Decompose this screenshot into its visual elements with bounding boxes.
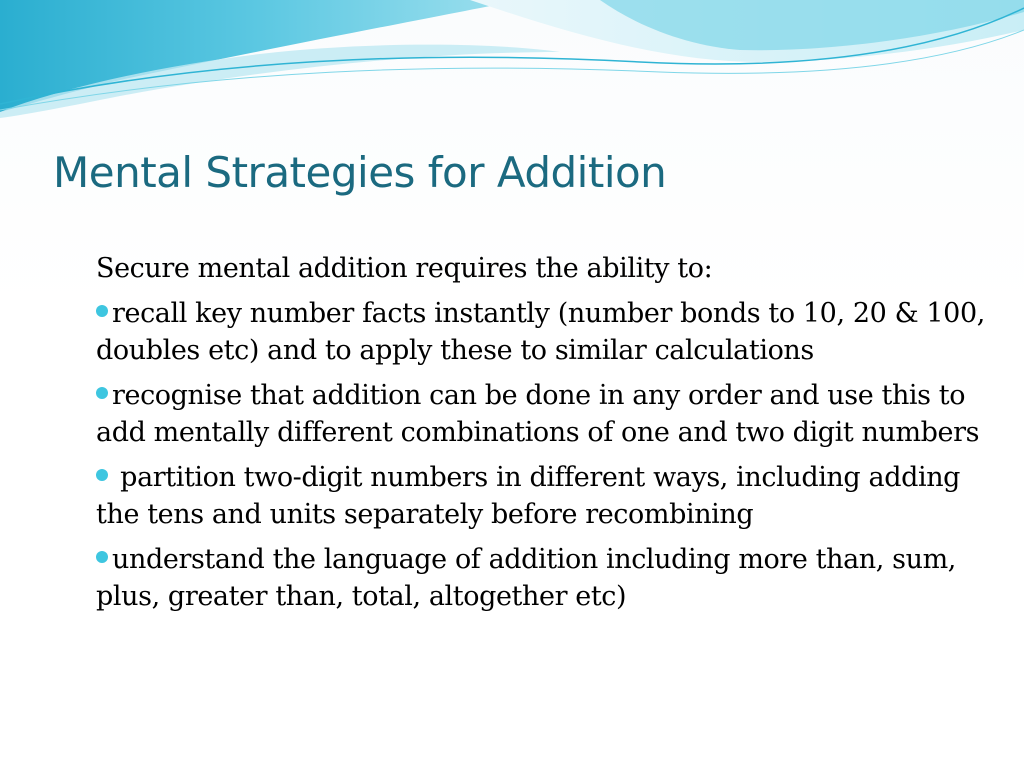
bullet-list	[96, 295, 996, 615]
bullet-text: partition two-digit numbers in different ways, including adding the tens and units separately before recombining	[96, 462, 969, 530]
bullet-text: understand the language of addition including more than, sum, plus, greater than, total, altogether etc)	[96, 544, 956, 612]
bullet-dot-icon	[96, 305, 108, 317]
intro-text: Secure mental addition requires the ability to:	[96, 253, 713, 284]
slide-title: Mental Strategies for Addition	[53, 148, 667, 197]
bullet-text: recognise that addition can be done in any order and use this to add mentally different combinations of one and two digit numbers	[96, 380, 980, 448]
bullet-text: recall key number facts instantly (number bonds to 10, 20 & 100, doubles etc) and to apply these to similar calculations	[96, 298, 985, 366]
bullet-item	[96, 295, 996, 369]
bullet-item	[96, 377, 996, 451]
bullet-item	[96, 541, 996, 615]
header-wave-decoration	[0, 0, 1024, 130]
bullet-dot-icon	[96, 387, 108, 399]
bullet-dot-icon	[96, 469, 108, 481]
slide-body	[96, 250, 996, 623]
bullet-dot-icon	[96, 551, 108, 563]
bullet-item	[96, 459, 996, 533]
